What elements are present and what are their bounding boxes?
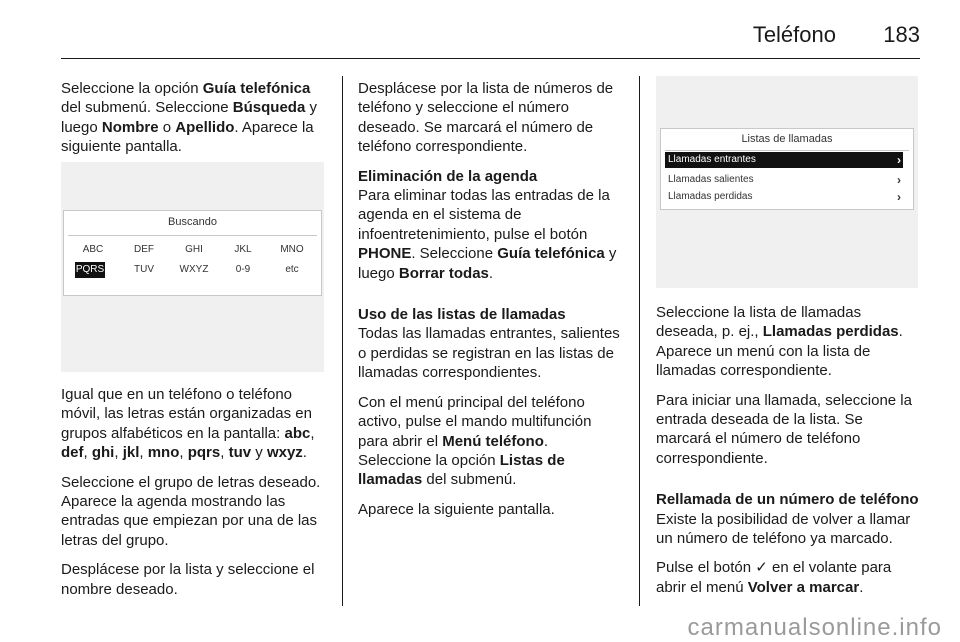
paragraph: Seleccione la lista de llamadas deseada, p. ej., Llamadas perdidas. Aparece un menú con la lista de llamadas correspondiente. bbox=[656, 304, 903, 380]
ui-term: tuv bbox=[228, 444, 252, 462]
column-1-lower bbox=[61, 385, 326, 609]
screen-title: Listas de llamadas bbox=[741, 133, 833, 145]
paragraph: Todas las llamadas entrantes, salientes o perdidas se registran en las listas de llamadas correspondientes. bbox=[358, 325, 620, 382]
ui-term: wxyz bbox=[266, 444, 303, 462]
letter-group[interactable]: ABC bbox=[82, 244, 104, 255]
paragraph: Seleccione el grupo de letras deseado. Aparece la agenda mostrando las entradas que empiezan por una de las letras del grupo. bbox=[61, 473, 321, 549]
chevron-right-icon: › bbox=[897, 173, 901, 187]
ui-term: Guía telefónica bbox=[202, 80, 311, 97]
ui-term: PHONE bbox=[358, 245, 412, 263]
paragraph: Desplácese por la lista y seleccione el nombre deseado. bbox=[61, 561, 315, 598]
paragraph: Desplácese por la lista de números de teléfono y seleccione el número deseado. Se marcará el número de teléfono correspondiente. bbox=[358, 80, 614, 156]
letter-group[interactable]: JKL bbox=[234, 244, 252, 255]
chevron-right-icon: › bbox=[897, 153, 901, 167]
paragraph: Aparece la siguiente pantalla. bbox=[358, 500, 555, 518]
ui-term: Volver a marcar bbox=[747, 578, 860, 596]
paragraph: Con el menú principal del teléfono activo, pulse el mando multifunción para abrir el Menú teléfono. Seleccione la opción Listas de llamadas del submenú. bbox=[358, 393, 592, 489]
paragraph: Existe la posibilidad de volver a llamar un número de teléfono ya marcado. bbox=[656, 510, 911, 548]
ui-term: Listas de llamadas bbox=[358, 451, 565, 489]
ui-term: Nombre bbox=[101, 118, 159, 136]
section-heading: Uso de las listas de llamadas bbox=[358, 306, 566, 324]
ui-term: Llamadas perdidas bbox=[762, 323, 899, 341]
ui-term: mno bbox=[147, 444, 180, 462]
ui-term: Apellido bbox=[175, 118, 235, 136]
menu-item-missed[interactable]: Llamadas perdidas › bbox=[668, 190, 901, 204]
ui-term: abc bbox=[284, 424, 311, 442]
column-divider bbox=[639, 76, 640, 606]
paragraph: Seleccione la opción Guía telefónica del submenú. Seleccione Búsqueda y luego Nombre o Apellido. Aparece la siguiente pantalla. bbox=[61, 80, 317, 156]
section-title: Teléfono bbox=[752, 22, 836, 47]
ui-term: ghi bbox=[91, 444, 115, 462]
ui-term: Borrar todas bbox=[398, 264, 489, 282]
letter-group[interactable]: DEF bbox=[134, 244, 154, 255]
screen-title: Buscando bbox=[168, 216, 217, 228]
menu-item-outgoing[interactable]: Llamadas salientes › bbox=[668, 173, 901, 187]
letter-group[interactable]: MNO bbox=[280, 244, 304, 255]
ui-term: Menú teléfono bbox=[442, 432, 544, 450]
paragraph: Para eliminar todas las entradas de la agenda en el sistema de infoentretenimiento, pulse el botón PHONE. Seleccione Guía telefónica y luego Borrar todas. bbox=[358, 187, 617, 282]
chevron-right-icon: › bbox=[897, 190, 901, 204]
ui-term: pqrs bbox=[187, 444, 221, 462]
ui-term: jkl bbox=[122, 444, 140, 462]
letter-group[interactable]: GHI bbox=[185, 244, 203, 255]
ui-term: Guía telefónica bbox=[497, 245, 605, 263]
paragraph: Para iniciar una llamada, seleccione la entrada deseada de la lista. Se marcará el número de teléfono correspondiente. bbox=[656, 391, 912, 467]
screen-divider bbox=[665, 150, 909, 151]
page-number: 183 bbox=[883, 22, 920, 47]
letter-group[interactable]: etc bbox=[285, 264, 299, 275]
search-screen-figure bbox=[61, 162, 324, 372]
menu-item-incoming[interactable]: Llamadas entrantes › bbox=[665, 152, 903, 168]
letter-group[interactable]: TUV bbox=[134, 264, 154, 275]
column-3 bbox=[656, 303, 921, 607]
column-divider bbox=[342, 76, 343, 606]
section-heading: Eliminación de la agenda bbox=[358, 167, 538, 185]
ui-term: def bbox=[61, 444, 84, 462]
column-1 bbox=[61, 79, 326, 167]
paragraph: Pulse el botón ✓ en el volante para abrir el menú Volver a marcar. bbox=[656, 559, 892, 596]
watermark: carmanualsonline.info bbox=[687, 614, 942, 641]
call-lists-screen-figure bbox=[656, 76, 918, 288]
call-lists-screen bbox=[660, 128, 914, 210]
section-heading: Rellamada de un número de teléfono bbox=[656, 491, 919, 509]
paragraph: Igual que en un teléfono o teléfono móvil, las letras están organizadas en grupos alfabéticos en la pantalla: abc, def, ghi, jkl, mno, pqrs, tuv y wxyz. bbox=[61, 386, 315, 462]
ui-term: Búsqueda bbox=[232, 99, 306, 117]
letter-group[interactable]: WXYZ bbox=[179, 264, 209, 275]
search-screen bbox=[63, 210, 322, 296]
letter-group-selected[interactable]: PQRS bbox=[75, 262, 105, 278]
header-rule bbox=[61, 58, 920, 59]
letter-group[interactable]: 0-9 bbox=[235, 264, 251, 275]
screen-divider bbox=[68, 235, 317, 236]
column-2 bbox=[358, 79, 624, 529]
